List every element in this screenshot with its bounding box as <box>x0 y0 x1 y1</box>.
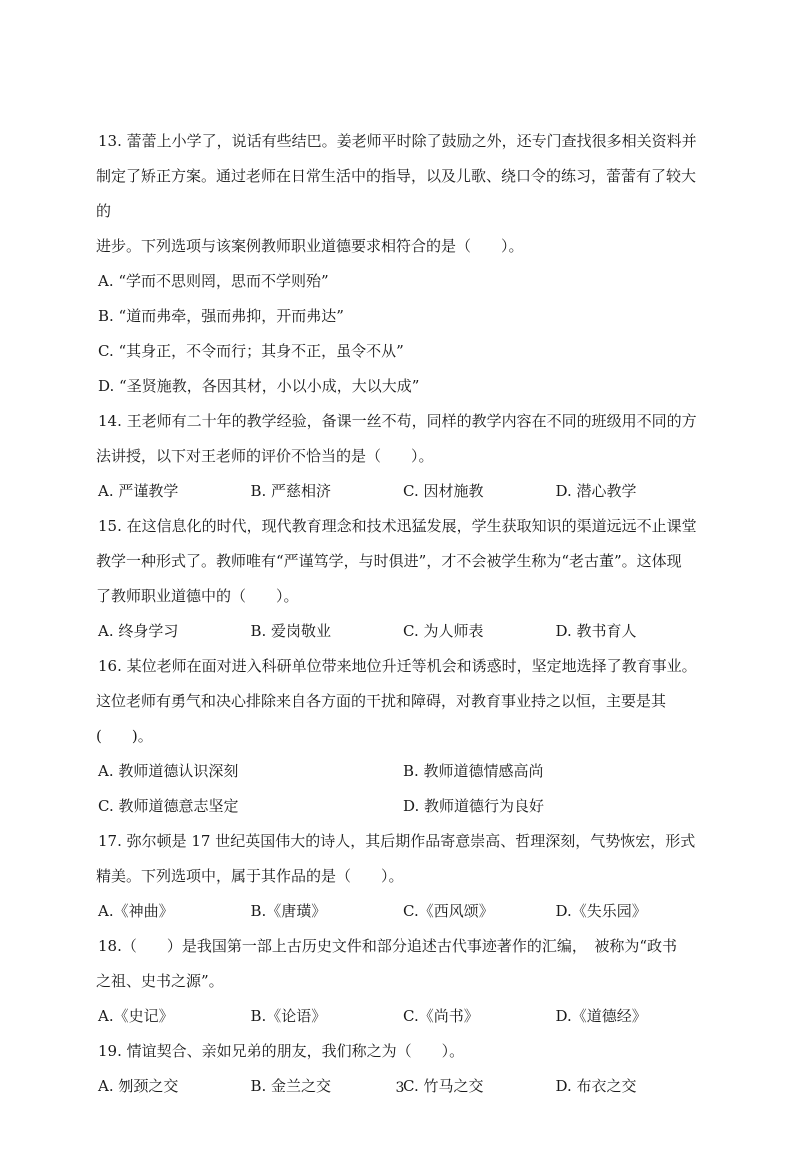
question-16-stem-line-1: 16. 某位老师在面对进入科研单位带来地位升迁等机会和诱惑时，坚定地选择了教育事业。 <box>98 657 697 675</box>
question-15-option-b: B. 爱岗敬业 <box>250 622 332 640</box>
question-15-stem-line-2: 教学一种形式了。教师唯有“严谨笃学，与时俱进”，才不会被学生称为“老古董”。这体现 <box>96 552 682 570</box>
question-16-options-row-2 <box>96 789 708 824</box>
question-13-stem-line-2: 制定了矫正方案。通过老师在日常生活中的指导，以及儿歌、绕口令的练习，蕾蕾有了较大的 <box>96 167 697 220</box>
question-14-stem-line-1: 14. 王老师有二十年的教学经验，备课一丝不苟，同样的教学内容在不同的班级用不同的方 <box>98 412 697 430</box>
question-19-stem-line-1: 19. 情谊契合、亲如兄弟的朋友，我们称之为（ ）。 <box>98 1042 465 1060</box>
question-15-stem-line-3: 了教师职业道德中的（ ）。 <box>96 587 299 605</box>
page-number: 3 <box>395 1080 405 1096</box>
question-13-option-a: A. “学而不思则罔，思而不学则殆” <box>98 272 329 290</box>
question-16-option-d: D. 教师道德行为良好 <box>403 797 545 815</box>
question-list <box>96 124 708 1104</box>
question-17-option-c: C.《西风颂》 <box>403 902 494 920</box>
question-14-stem-line-2: 法讲授，以下对王老师的评价不恰当的是（ ）。 <box>96 447 434 465</box>
question-17-stem-line-1: 17. 弥尔顿是 17 世纪英国伟大的诗人，其后期作品寄意崇高、哲理深刻，气势恢宏，形式 <box>98 832 696 850</box>
question-15-option-d: D. 教书育人 <box>555 622 637 640</box>
question-13-option-b: B. “道而弗牵，强而弗抑，开而弗达” <box>98 307 344 325</box>
question-14-options <box>96 474 708 509</box>
question-13-option-d: D. “圣贤施教，各因其材，小以小成，大以大成” <box>98 377 420 395</box>
question-15-options <box>96 614 708 649</box>
question-18-option-a: A.《史记》 <box>98 1007 174 1025</box>
question-17-stem-line-2: 精美。下列选项中，属于其作品的是（ ）。 <box>96 867 404 885</box>
question-13-stem-line-1: 13. 蕾蕾上小学了，说话有些结巴。姜老师平时除了鼓励之外，还专门查找很多相关资料并 <box>98 132 697 150</box>
question-14-option-d: D. 潜心教学 <box>555 482 637 500</box>
question-18-stem-line-2: 之祖、史书之源”。 <box>96 972 224 990</box>
question-16-option-c: C. 教师道德意志坚定 <box>98 797 239 815</box>
question-19-option-d: D. 布衣之交 <box>555 1077 637 1095</box>
question-15-stem-line-1: 15. 在这信息化的时代，现代教育理念和技术迅猛发展，学生获取知识的渠道远远不止课堂 <box>98 517 697 535</box>
question-16-options-row-1 <box>96 754 708 789</box>
question-17-option-a: A.《神曲》 <box>98 902 174 920</box>
question-19-option-c: C. 竹马之交 <box>403 1077 484 1095</box>
question-13-stem-line-3: 进步。下列选项与该案例教师职业道德要求相符合的是（ ）。 <box>96 237 524 255</box>
question-14-option-b: B. 严慈相济 <box>250 482 332 500</box>
question-19-option-b: B. 金兰之交 <box>250 1077 332 1095</box>
question-17-option-d: D.《失乐园》 <box>555 902 647 920</box>
question-15-option-c: C. 为人师表 <box>403 622 484 640</box>
question-18-option-b: B.《论语》 <box>250 1007 327 1025</box>
question-15-option-a: A. 终身学习 <box>98 622 179 640</box>
question-16-option-b: B. 教师道德情感高尚 <box>403 762 544 780</box>
question-18-stem-line-1: 18.（ ）是我国第一部上古历史文件和部分追述古代事迹著作的汇编， 被称为“政书 <box>98 937 678 955</box>
question-14-option-c: C. 因材施教 <box>403 482 484 500</box>
question-17-options <box>96 894 708 929</box>
question-17-option-b: B.《唐璜》 <box>250 902 327 920</box>
question-19-option-a: A. 刎颈之交 <box>98 1077 179 1095</box>
question-14-option-a: A. 严谨教学 <box>98 482 179 500</box>
question-18-option-c: C.《尚书》 <box>403 1007 479 1025</box>
question-16-option-a: A. 教师道德认识深刻 <box>98 762 239 780</box>
question-16-stem-line-2: 这位老师有勇气和决心排除来自各方面的干扰和障碍，对教育事业持之以恒，主要是其( )。 <box>96 692 667 745</box>
question-18-option-d: D.《道德经》 <box>555 1007 647 1025</box>
question-13-option-c: C. “其身正，不令而行；其身不正，虽令不从” <box>98 342 404 360</box>
question-18-options <box>96 999 708 1034</box>
